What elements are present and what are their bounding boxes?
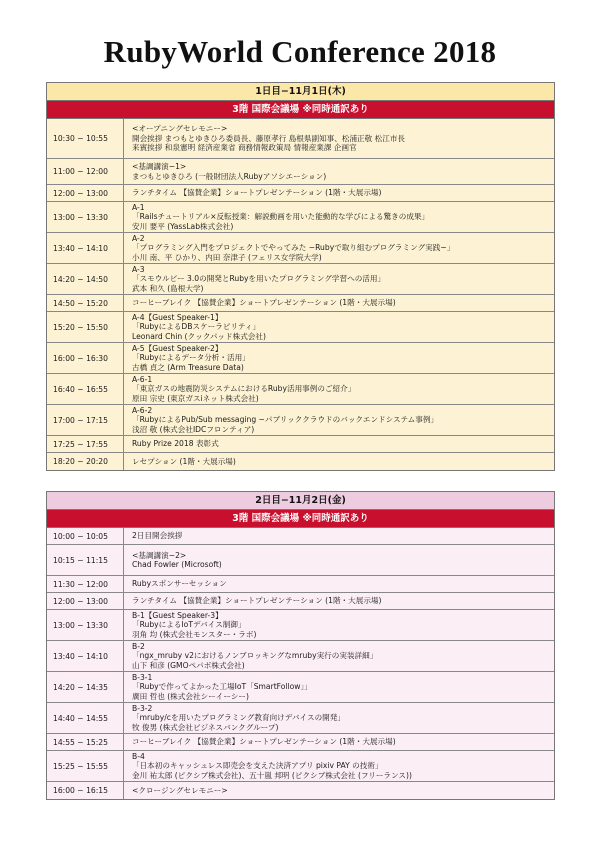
session-line: B-4 — [132, 751, 145, 761]
schedule-row — [47, 453, 554, 470]
day2-schedule — [46, 491, 555, 800]
session-details — [124, 641, 554, 671]
schedule-row — [47, 185, 554, 202]
session-line: A-6-2 — [132, 405, 153, 415]
schedule-row — [47, 734, 554, 751]
session-line: 古橋 貞之 (Arm Treasure Data) — [132, 362, 244, 372]
session-details — [124, 233, 554, 263]
session-line: 「プログラミング入門をプロジェクトでやってみた −Rubyで取り組むプログラミング実践−」 — [132, 243, 455, 253]
session-details — [124, 734, 554, 750]
time-slot: 10:30 − 10:55 — [47, 119, 124, 158]
day1-rows — [47, 119, 554, 470]
session-details — [124, 751, 554, 781]
session-line: 廣田 哲也 (株式会社シーイーシー) — [132, 691, 249, 701]
time-slot: 14:40 − 14:55 — [47, 703, 124, 733]
schedule-row — [47, 528, 554, 545]
session-line: 金川 祐太郎 (ピクシブ株式会社)、五十嵐 邦明 (ピクシブ株式会社 (フリーランス)) — [132, 770, 412, 780]
session-line: Ruby Prize 2018 表彰式 — [132, 439, 219, 449]
day1-header: 1日目−11月1日(木) — [47, 83, 554, 101]
session-line: A-5【Guest Speaker-2】 — [132, 343, 223, 353]
time-slot: 14:20 − 14:50 — [47, 264, 124, 294]
session-details — [124, 185, 554, 201]
day2-venue-banner: 3階 国際会議場 ※同時通訳あり — [47, 510, 554, 528]
time-slot: 17:25 − 17:55 — [47, 436, 124, 452]
time-slot: 14:20 − 14:35 — [47, 672, 124, 702]
session-line: 「東京ガスの地震防災システムにおけるRuby活用事例のご紹介」 — [132, 384, 356, 394]
time-slot: 13:00 − 13:30 — [47, 610, 124, 640]
session-line: ランチタイム 【協賛企業】ショートプレゼンテーション (1階・大展示場) — [132, 188, 382, 198]
session-line: <クロージングセレモニー> — [132, 785, 228, 795]
session-line: 2日目開会挨拶 — [132, 531, 183, 541]
schedule-row — [47, 343, 554, 374]
session-details — [124, 593, 554, 609]
day1-schedule — [46, 82, 555, 471]
session-details — [124, 119, 554, 158]
schedule-row — [47, 119, 554, 159]
session-details — [124, 405, 554, 435]
session-line: 「スモウルビー 3.0の開発とRubyを用いたプログラミング学習への活用」 — [132, 274, 386, 284]
schedule-row — [47, 751, 554, 782]
time-slot: 15:25 − 15:55 — [47, 751, 124, 781]
session-line: 来賓挨拶 和泉憲明 経済産業省 商務情報政策局 情報産業課 企画官 — [132, 143, 357, 153]
schedule-row — [47, 782, 554, 799]
session-line: 「RubyによるPub/Sub messaging −パブリッククラウドのバックエンドシステム事例」 — [132, 415, 439, 425]
schedule-row — [47, 436, 554, 453]
session-line: 「日本初のキャッシュレス即売会を支えた決済アプリ pixiv PAY の技術」 — [132, 761, 383, 771]
session-line: A-2 — [132, 233, 145, 243]
day2-rows — [47, 528, 554, 799]
session-line: コーヒーブレイク 【協賛企業】ショートプレゼンテーション (1階・大展示場) — [132, 298, 396, 308]
schedule-row — [47, 641, 554, 672]
session-details — [124, 610, 554, 640]
session-line: Leonard Chin (クックパッド株式会社) — [132, 331, 266, 341]
session-line: コーヒーブレイク 【協賛企業】ショートプレゼンテーション (1階・大展示場) — [132, 737, 396, 747]
session-line: 「Railsチュートリアル×反転授業：解説動画を用いた能動的な学びによる驚きの成果」 — [132, 212, 430, 222]
day1-venue-banner: 3階 国際会議場 ※同時通訳あり — [47, 101, 554, 119]
session-details — [124, 528, 554, 544]
session-line: B-2 — [132, 641, 145, 651]
session-line: B-1【Guest Speaker-3】 — [132, 610, 223, 620]
schedule-row — [47, 295, 554, 312]
session-line: 小川 南、平 ひかり、内田 奈津子 (フェリス女学院大学) — [132, 252, 322, 262]
session-line: レセプション (1階・大展示場) — [132, 456, 236, 466]
session-line: 武本 和久 (島根大学) — [132, 283, 204, 293]
schedule-row — [47, 264, 554, 295]
schedule-row — [47, 405, 554, 436]
session-line: <オープニングセレモニー> — [132, 124, 228, 134]
schedule-row — [47, 374, 554, 405]
time-slot: 10:15 − 11:15 — [47, 545, 124, 575]
session-line: A-6-1 — [132, 374, 153, 384]
session-line: まつもとゆきひろ (一般財団法人Rubyアソシエーション) — [132, 171, 327, 181]
session-details — [124, 453, 554, 470]
time-slot: 17:00 − 17:15 — [47, 405, 124, 435]
time-slot: 14:55 − 15:25 — [47, 734, 124, 750]
schedule-row — [47, 545, 554, 576]
time-slot: 13:00 − 13:30 — [47, 202, 124, 232]
schedule-row — [47, 576, 554, 593]
session-details — [124, 159, 554, 184]
schedule-row — [47, 312, 554, 343]
session-line: 原田 宗史 (東京ガスiネット株式会社) — [132, 393, 259, 403]
schedule-row — [47, 593, 554, 610]
session-line: 「ngx_mruby v2におけるノンブロッキングなmruby実行の実装詳細」 — [132, 651, 378, 661]
schedule-row — [47, 703, 554, 734]
session-details — [124, 703, 554, 733]
time-slot: 18:20 − 20:20 — [47, 453, 124, 470]
session-line: 開会挨拶 まつもとゆきひろ委員長、藤原孝行 島根県副知事、松浦正敬 松江市長 — [132, 133, 406, 143]
time-slot: 11:00 − 12:00 — [47, 159, 124, 184]
schedule-row — [47, 610, 554, 641]
time-slot: 12:00 − 13:00 — [47, 185, 124, 201]
session-details — [124, 295, 554, 311]
session-details — [124, 545, 554, 575]
session-details — [124, 374, 554, 404]
session-details — [124, 576, 554, 592]
session-line: Rubyスポンサーセッション — [132, 579, 227, 589]
session-details — [124, 436, 554, 452]
session-line: 羽角 均 (株式会社モンスター・ラボ) — [132, 629, 257, 639]
time-slot: 16:00 − 16:15 — [47, 782, 124, 799]
time-slot: 12:00 − 13:00 — [47, 593, 124, 609]
session-line: 「RubyによるIoTデバイス制御」 — [132, 620, 246, 630]
session-line: 浅沼 敬 (株式会社IDCフロンティア) — [132, 424, 255, 434]
schedule-row — [47, 672, 554, 703]
time-slot: 14:50 − 15:20 — [47, 295, 124, 311]
page-title: RubyWorld Conference 2018 — [103, 34, 497, 69]
time-slot: 16:40 − 16:55 — [47, 374, 124, 404]
session-line: A-3 — [132, 264, 145, 274]
session-line: 「Rubyによるデータ分析・活用」 — [132, 353, 250, 363]
schedule-row — [47, 159, 554, 185]
session-details — [124, 672, 554, 702]
time-slot: 15:20 − 15:50 — [47, 312, 124, 342]
session-line: ランチタイム 【協賛企業】ショートプレゼンテーション (1階・大展示場) — [132, 596, 382, 606]
time-slot: 10:00 − 10:05 — [47, 528, 124, 544]
session-line: 「mruby/cを用いたプログラミング教育向けデバイスの開発」 — [132, 713, 345, 723]
time-slot: 16:00 − 16:30 — [47, 343, 124, 373]
session-line: 牧 俊男 (株式会社ビジネスバンクグループ) — [132, 722, 279, 732]
time-slot: 13:40 − 14:10 — [47, 641, 124, 671]
session-line: 「Rubyで作ってよかった工場IoT「SmartFollow」」 — [132, 682, 312, 692]
session-line: Chad Fowler (Microsoft) — [132, 560, 222, 569]
schedule-row — [47, 233, 554, 264]
session-line: 安川 要平 (YassLab株式会社) — [132, 221, 234, 231]
session-details — [124, 343, 554, 373]
session-details — [124, 312, 554, 342]
session-line: A-1 — [132, 202, 145, 212]
session-line: 「RubyによるDBスケーラビリティ」 — [132, 322, 261, 332]
session-line: 山下 和彦 (GMOペパボ株式会社) — [132, 660, 245, 670]
day2-header: 2日目−11月2日(金) — [47, 492, 554, 510]
session-line: B-3-1 — [132, 672, 153, 682]
time-slot: 13:40 − 14:10 — [47, 233, 124, 263]
session-details — [124, 264, 554, 294]
session-line: <基調講演−2> — [132, 550, 187, 560]
session-line: B-3-2 — [132, 703, 153, 713]
session-details — [124, 782, 554, 799]
session-details — [124, 202, 554, 232]
session-line: A-4【Guest Speaker-1】 — [132, 312, 223, 322]
session-line: <基調講演−1> — [132, 162, 187, 172]
time-slot: 11:30 − 12:00 — [47, 576, 124, 592]
schedule-row — [47, 202, 554, 233]
